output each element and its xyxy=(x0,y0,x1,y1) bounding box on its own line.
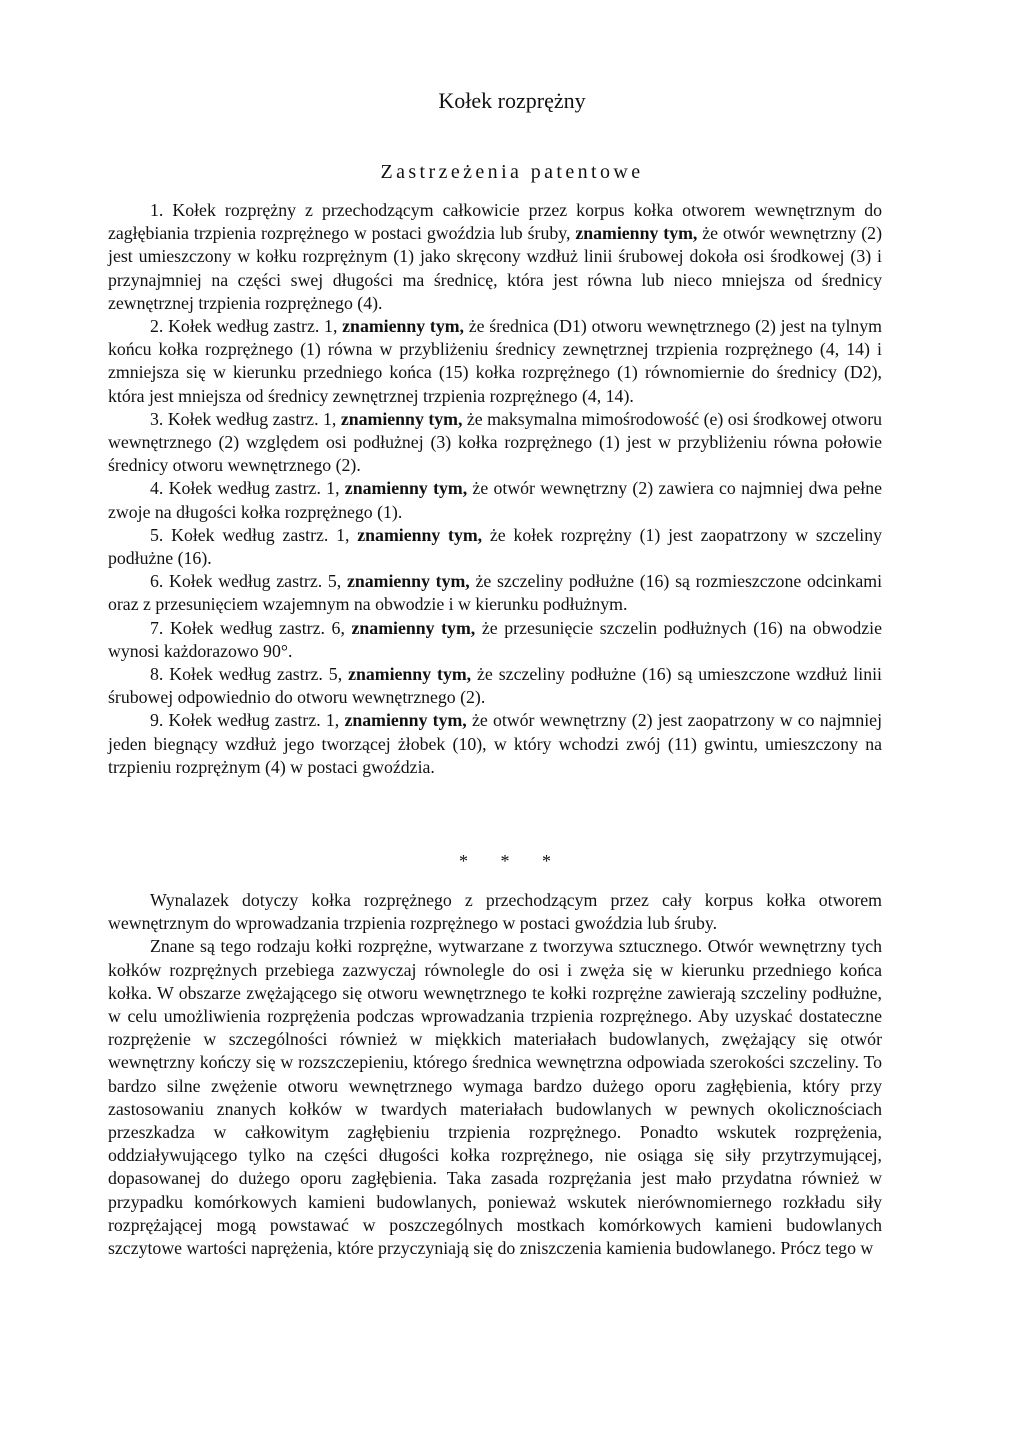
section-separator: * * * xyxy=(459,851,565,871)
claim-item: 5. Kołek według zastrz. 1, znamienny tym, że kołek rozprężny (1) jest zaopatrzony w szczeliny podłużne (16). xyxy=(108,524,883,569)
claim-item: 4. Kołek według zastrz. 1, znamienny tym, że otwór wewnętrzny (2) zawiera co najmniej dwa pełne zwoje na długości kołka rozprężnego (1). xyxy=(108,478,882,522)
claim-item: 8. Kołek według zastrz. 5, znamienny tym, że szczeliny podłużne (16) są umieszczone wzdłuż linii śrubowej odpowiednio do otworu wewnętrznego (2). xyxy=(108,664,882,708)
claims-heading: Zastrzeżenia patentowe xyxy=(380,161,644,183)
claim-item: 9. Kołek według zastrz. 1, znamienny tym, że otwór wewnętrzny (2) jest zaopatrzony w co najmniej jeden biegnący wzdłuż jego tworzącej żłobek (10), w który wchodzi zwój (11) gwintu, umieszczony na trzpieniu rozprężnym (4) w postaci gwoździa. xyxy=(108,710,883,777)
description-paragraph: Wynalazek dotyczy kołka rozprężnego z przechodzącym przez cały korpus kołka otworem wewnętrznym do wprowadzania trzpienia rozprężnego w postaci gwoździa lub śruby. xyxy=(108,890,882,934)
claims-list xyxy=(108,199,882,779)
claim-item: 2. Kołek według zastrz. 1, znamienny tym, że średnica (D1) otworu wewnętrznego (2) jest na tylnym końcu kołka rozprężnego (1) równa w przybliżeniu średnicy zewnętrznej trzpienia rozprężnego (4, 14) i zmniejsza się w kierunku przedniego końca (15) kołka rozprężnego (1) równomiernie do średnicy (D2), która jest mniejsza od średnicy zewnętrznej trzpienia rozprężnego (4, 14). xyxy=(108,316,882,406)
claim-item: 3. Kołek według zastrz. 1, znamienny tym, że maksymalna mimośrodowość (e) osi środkowej otworu wewnętrznego (2) względem osi podłużnej (3) kołka rozprężnego (1) jest w przybliżeniu równa połowie średnicy otworu wewnętrznego (2). xyxy=(108,408,883,476)
description-paragraph: Znane są tego rodzaju kołki rozprężne, wytwarzane z tworzywa sztucznego. Otwór wewnętrzny tych kołków rozprężnych przebiega zazwyczaj równolegle do osi i zwęża się w kierunku przedniego końca kołka. W obszarze zwężającego się otworu wewnętrznego te kołki rozprężne zawierają szczeliny podłużne, w celu umożliwienia rozprężenia podczas wprowadzania trzpienia rozprężnego. Aby uzyskać dostateczne rozprężenie w szczególności również w miękkich materiałach budowlanych, zwężający się otwór wewnętrzny kończy się w rozszczepieniu, którego średnica wewnętrzna odpowiada szerokości szczeliny. To bardzo silne zwężenie otworu wewnętrznego wymaga bardzo dużego oporu zagłębienia, który przy zastosowaniu znanych kołków w twardych materiałach budowlanych w pewnych okolicznościach przeszkadza w całkowitym zagłębieniu trzpienia rozprężnego. Ponadto wskutek rozprężenia, oddziaływującego tylko na części długości kołka rozprężnego, nie osiąga się siły przytrzymującej, dopasowanej do dużego oporu zagłębienia. Taka zasada rozprężania jest mało przydatna również w przypadku komórkowych kamieni budowlanych, ponieważ wskutek nierównomiernego rozkładu siły rozprężającej mogą powstawać w poszczególnych mostkach komórkowych kamieni budowlanych szczytowe wartości naprężenia, które przyczyniają się do zniszczenia kamienia budowlanego. Prócz tego w xyxy=(108,936,882,1259)
claim-item: 7. Kołek według zastrz. 6, znamienny tym, że przesunięcie szczelin podłużnych (16) na obwodzie wynosi każdorazowo 90°. xyxy=(108,617,882,661)
description-section xyxy=(108,889,882,1260)
claim-item: 6. Kołek według zastrz. 5, znamienny tym, że szczeliny podłużne (16) są rozmieszczone odcinkami oraz z przesunięciem wzajemnym na obwodzie i w kierunku podłużnym. xyxy=(108,571,883,615)
document-title: Kołek rozprężny xyxy=(438,88,586,113)
claim-item: 1. Kołek rozprężny z przechodzącym całkowicie przez korpus kołka otworem wewnętrznym do zagłębiania trzpienia rozprężnego w postaci gwoździa lub śruby, znamienny tym, że otwór wewnętrzny (2) jest umieszczony w kołku rozprężnym (1) jako skręcony wzdłuż linii śrubowej dokoła osi środkowej (3) i przynajmniej na części swej długości ma średnicę, która jest równa lub nieco mniejsza od średnicy zewnętrznej trzpienia rozprężnego (4). xyxy=(108,200,882,313)
